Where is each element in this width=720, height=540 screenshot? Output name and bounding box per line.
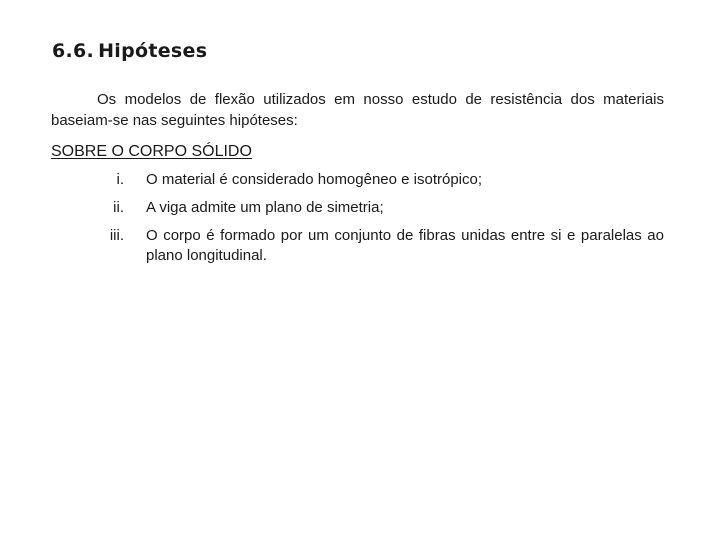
section-number: 6.6. [52,40,95,62]
list-item [90,170,664,190]
list-item [90,226,664,266]
list-marker: i. [116,171,124,188]
intro-paragraph: Os modelos de flexão utilizados em nosso estudo de resistência dos materiais baseiam-se nas seguintes hipóteses: [51,91,664,129]
list-marker: iii. [109,227,124,244]
list-item [90,198,664,218]
list-item-text: O corpo é formado por um conjunto de fibras unidas entre si e paralelas ao plano longitudinal. [146,227,664,264]
list-item-text: O material é considerado homogêneo e isotrópico; [146,171,483,188]
section-heading-title: Hipóteses [98,40,208,62]
hypotheses-list [90,170,664,274]
list-item-text: A viga admite um plano de simetria; [146,199,384,216]
list-marker: ii. [113,199,124,216]
section-heading [52,40,207,62]
subsection-title: SOBRE O CORPO SÓLIDO [51,143,252,160]
